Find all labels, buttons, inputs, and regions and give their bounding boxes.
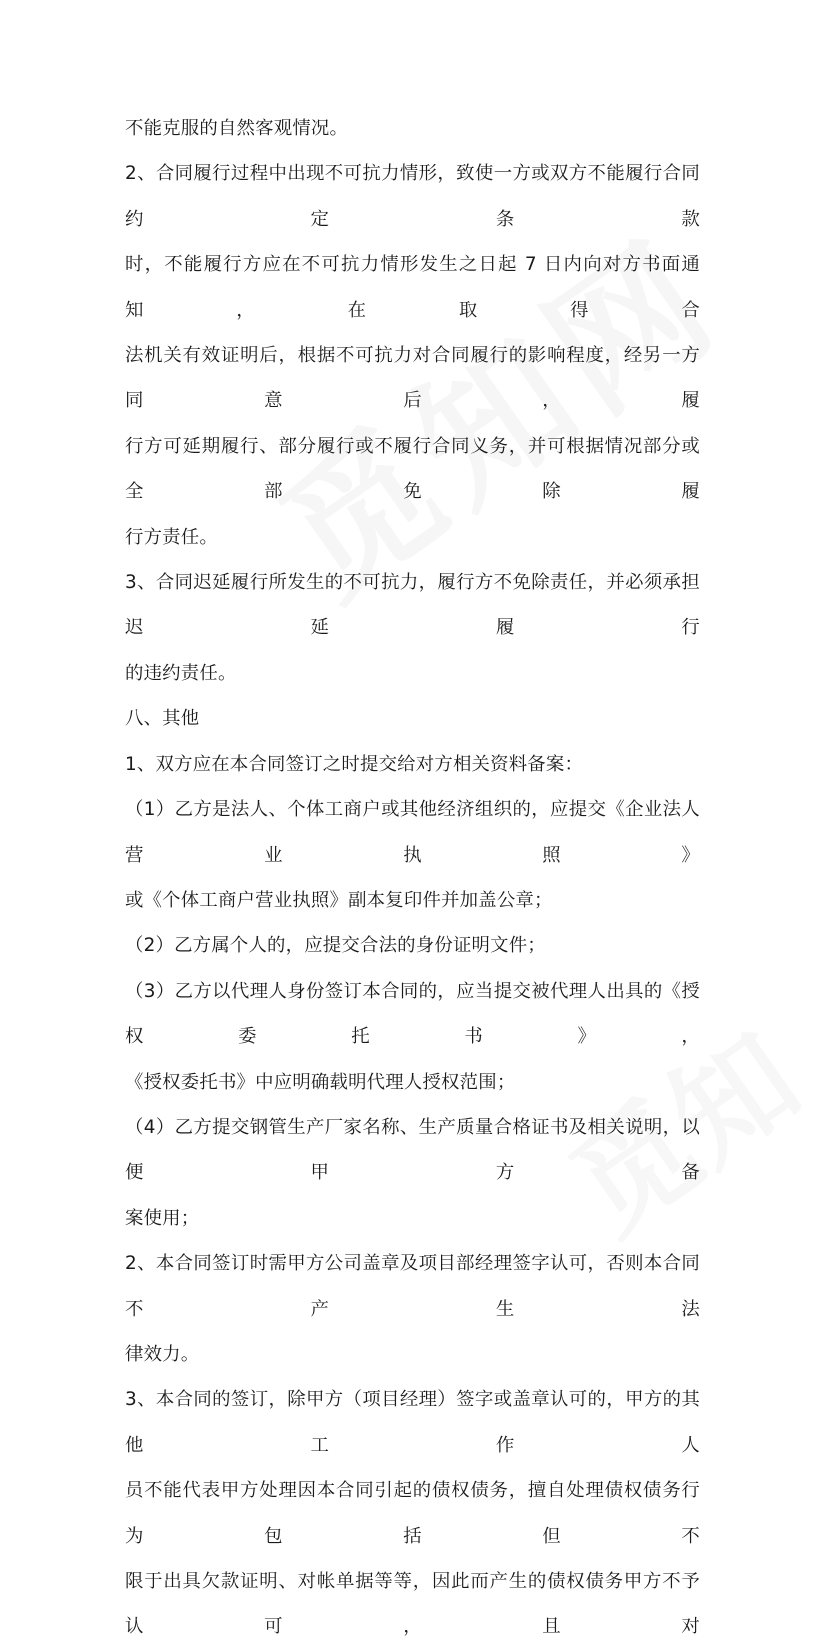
text-line: （4）乙方提交钢管生产厂家名称、生产质量合格证书及相关说明，以便甲方备 xyxy=(125,1116,700,1184)
text-line: （1）乙方是法人、个体工商户或其他经济组织的，应提交《企业法人营业执照》 xyxy=(125,799,700,866)
text-line: 法机关有效证明后，根据不可抗力对合同履行的影响程度，经另一方同意后，履 xyxy=(125,345,700,412)
section-heading: 八、其他 xyxy=(125,708,200,730)
document-body xyxy=(125,106,700,1650)
text-line: 案使用； xyxy=(125,1207,200,1229)
text-line: 2、本合同签订时需甲方公司盖章及项目部经理签字认可，否则本合同不产生法 xyxy=(125,1253,700,1320)
text-line: 员不能代表甲方处理因本合同引起的债权债务，擅自处理债权债务行为包括但不 xyxy=(125,1480,700,1547)
text-line: 或《个体工商户营业执照》副本复印件并加盖公章； xyxy=(125,889,553,911)
text-line: 限于出具欠款证明、对帐单据等等，因此而产生的债权债务甲方不予认可，且对 xyxy=(125,1571,700,1638)
text-line: 行方责任。 xyxy=(125,526,218,548)
text-line: 3、本合同的签订，除甲方（项目经理）签字或盖章认可的，甲方的其他工作人 xyxy=(125,1389,700,1456)
text-line: 律效力。 xyxy=(125,1343,200,1365)
text-line: 的违约责任。 xyxy=(125,662,237,684)
text-line: 《授权委托书》中应明确载明代理人授权范围； xyxy=(125,1071,516,1093)
text-line: 2、合同履行过程中出现不可抗力情形，致使一方或双方不能履行合同约定条款 xyxy=(125,163,700,230)
text-line: 行方可延期履行、部分履行或不履行合同义务，并可根据情况部分或全部免除履 xyxy=(125,435,700,503)
text-line: （2）乙方属个人的，应提交合法的身份证明文件； xyxy=(125,935,546,957)
text-line: （3）乙方以代理人身份签订本合同的，应当提交被代理人出具的《授权委托书》， xyxy=(125,980,700,1048)
text-line: 不能克服的自然客观情况。 xyxy=(125,118,349,139)
text-line: 3、合同迟延履行所发生的不可抗力，履行方不免除责任，并必须承担迟延履行 xyxy=(125,572,700,639)
text-line: 时，不能履行方应在不可抗力情形发生之日起 7 日内向对方书面通知，在取得合 xyxy=(125,254,700,321)
text-line: 1、双方应在本合同签订之时提交给对方相关资料备案： xyxy=(125,753,584,775)
